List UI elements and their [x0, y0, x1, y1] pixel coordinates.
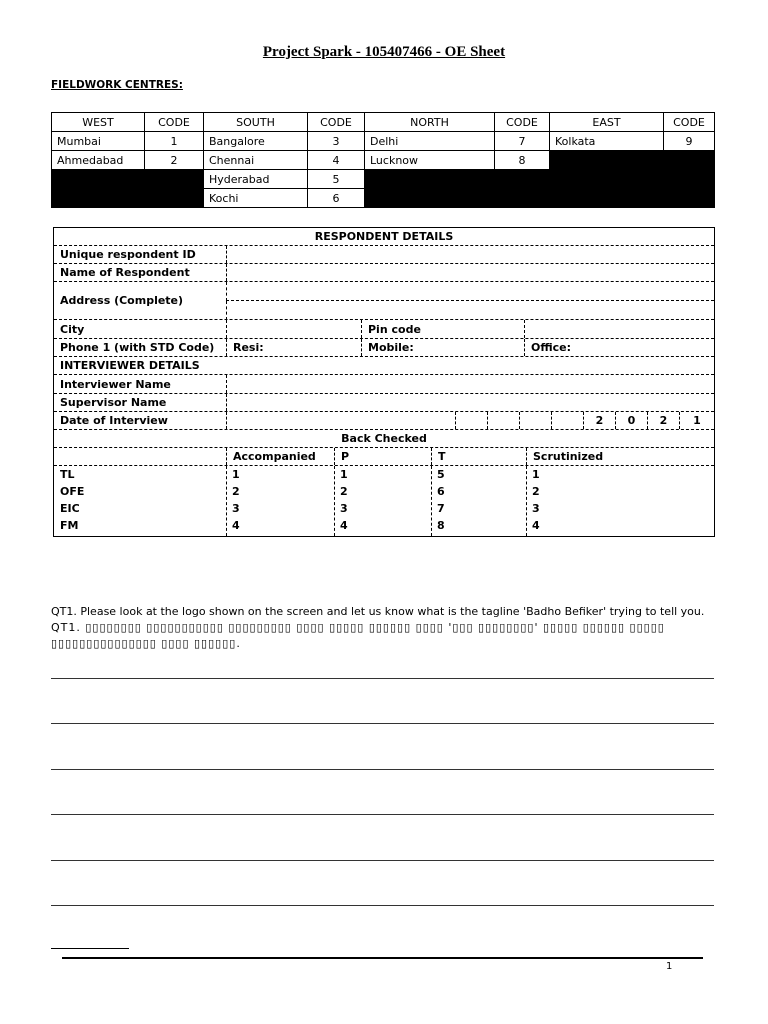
answer-line[interactable]: [51, 769, 714, 770]
accompanied-value: 3: [232, 502, 240, 515]
question-local-line1: [51, 621, 665, 634]
table-cell: Mumbai: [52, 132, 145, 151]
form-row: [54, 412, 714, 430]
field-label: Address (Complete): [60, 294, 184, 307]
back-check-grid: [54, 466, 714, 536]
table-cell: Ahmedabad: [52, 151, 145, 170]
accompanied-value: 2: [232, 485, 240, 498]
resi-phone-field[interactable]: Resi:: [226, 339, 361, 356]
respondent-details-form: [53, 227, 715, 537]
answer-line-short[interactable]: [51, 948, 129, 949]
table-cell: 3: [308, 132, 365, 151]
form-row: [54, 246, 714, 264]
address-field-line1[interactable]: [226, 282, 714, 301]
table-header-row: [52, 113, 715, 132]
table-cell: Chennai: [204, 151, 308, 170]
field-label: Pin code: [361, 320, 524, 338]
blacked-out-cell: [550, 151, 715, 208]
date-box[interactable]: [226, 412, 455, 429]
column-header-scrutinized: Scrutinized: [526, 448, 714, 465]
fieldwork-centres-table: [51, 112, 715, 208]
respondent-details-heading-row: [54, 228, 714, 246]
section-heading: Back Checked: [341, 432, 427, 445]
page-number: 1: [666, 961, 673, 972]
table-cell: 9: [664, 132, 715, 151]
question-local-text: ▯▯▯▯▯▯▯▯ ▯▯▯▯▯▯▯▯▯▯▯ ▯▯▯▯▯▯▯▯▯ ▯▯▯▯ ▯▯▯▯▯ ▯▯▯▯▯▯ ▯▯▯▯ '▯▯▯ ▯▯▯▯▯▯▯▯' ▯▯▯▯▯ ▯▯▯▯▯▯ ▯▯▯▯▯: [85, 621, 665, 634]
column-header-t: T: [431, 448, 526, 465]
accompanied-value: 4: [232, 519, 240, 532]
table-cell: 7: [495, 132, 550, 151]
date-box[interactable]: [551, 412, 583, 429]
table-cell: 8: [495, 151, 550, 170]
header-south: SOUTH: [204, 113, 308, 132]
table-row: [52, 132, 715, 151]
scrutinized-value: 3: [532, 502, 540, 515]
section-heading: INTERVIEWER DETAILS: [60, 359, 200, 372]
header-west: WEST: [52, 113, 145, 132]
form-row: [54, 357, 714, 375]
header-north: NORTH: [365, 113, 495, 132]
row-label: FM: [60, 519, 79, 532]
field-label: Supervisor Name: [60, 396, 167, 409]
header-code: CODE: [664, 113, 715, 132]
form-row: [54, 448, 714, 466]
row-label: OFE: [60, 485, 85, 498]
row-label: EIC: [60, 502, 80, 515]
field-label: City: [60, 322, 85, 336]
respondent-name-field[interactable]: [226, 264, 714, 281]
table-cell: 2: [145, 151, 204, 170]
question-english: QT1. Please look at the logo shown on the screen and let us know what is the tagline 'Badho Befiker' trying to tell you.: [51, 605, 705, 618]
table-row: [52, 151, 715, 170]
p-value: 4: [340, 519, 348, 532]
blacked-out-cell: [52, 170, 204, 208]
section-heading: RESPONDENT DETAILS: [314, 230, 454, 243]
table-cell: 1: [145, 132, 204, 151]
scrutinized-value: 1: [532, 468, 540, 481]
table-cell: 4: [308, 151, 365, 170]
supervisor-name-field[interactable]: [226, 394, 714, 411]
t-value: 5: [437, 468, 445, 481]
date-box[interactable]: [455, 412, 487, 429]
office-phone-field[interactable]: Office:: [524, 339, 714, 356]
scrutinized-value: 2: [532, 485, 540, 498]
field-label: Name of Respondent: [60, 266, 190, 279]
table-cell: 6: [308, 189, 365, 208]
interviewer-name-field[interactable]: [226, 375, 714, 393]
fieldwork-centres-label: FIELDWORK CENTRES:: [51, 79, 183, 91]
form-row: [54, 264, 714, 282]
date-box[interactable]: [519, 412, 551, 429]
header-code: CODE: [495, 113, 550, 132]
question-local-line2: ▯▯▯▯▯▯▯▯▯▯▯▯▯▯▯ ▯▯▯▯ ▯▯▯▯▯▯.: [51, 637, 241, 650]
answer-line[interactable]: [51, 723, 714, 724]
form-row: [54, 339, 714, 357]
p-value: 3: [340, 502, 348, 515]
field-label: Interviewer Name: [60, 377, 171, 391]
table-cell: Lucknow: [365, 151, 495, 170]
p-value: 2: [340, 485, 348, 498]
mobile-phone-field[interactable]: Mobile:: [361, 339, 524, 356]
unique-id-field[interactable]: [226, 246, 714, 263]
accompanied-value: 1: [232, 468, 240, 481]
answer-line[interactable]: [51, 860, 714, 861]
table-cell: Hyderabad: [204, 170, 308, 189]
table-cell: 5: [308, 170, 365, 189]
form-row: [54, 320, 714, 339]
t-value: 7: [437, 502, 445, 515]
page-title: Project Spark - 105407466 - OE Sheet: [262, 44, 506, 60]
answer-line[interactable]: [51, 905, 714, 906]
header-code: CODE: [308, 113, 365, 132]
address-field-line2[interactable]: [226, 301, 714, 320]
pin-code-field[interactable]: [524, 320, 714, 338]
blank-cell: [54, 448, 226, 465]
answer-line[interactable]: [51, 678, 714, 679]
header-code: CODE: [145, 113, 204, 132]
footer-rule: [62, 957, 703, 959]
question-number: QT1.: [51, 621, 81, 634]
scrutinized-value: 4: [532, 519, 540, 532]
table-cell: Bangalore: [204, 132, 308, 151]
column-header-accompanied: Accompanied: [226, 448, 334, 465]
row-label: TL: [60, 468, 75, 481]
form-row: [54, 282, 714, 320]
city-field[interactable]: [226, 320, 361, 338]
field-label: Phone 1 (with STD Code): [60, 341, 215, 354]
date-digit: 2: [583, 412, 615, 429]
field-label: Unique respondent ID: [60, 248, 196, 261]
blacked-out-cell: [365, 170, 550, 208]
column-header-p: P: [334, 448, 431, 465]
table-cell: Kochi: [204, 189, 308, 208]
date-box[interactable]: [487, 412, 519, 429]
date-digit: 0: [615, 412, 647, 429]
table-cell: Kolkata: [550, 132, 664, 151]
field-label: Date of Interview: [60, 414, 168, 427]
p-value: 1: [340, 468, 348, 481]
form-row: [54, 430, 714, 448]
t-value: 6: [437, 485, 445, 498]
header-east: EAST: [550, 113, 664, 132]
form-row: [54, 394, 714, 412]
answer-line[interactable]: [51, 814, 714, 815]
t-value: 8: [437, 519, 445, 532]
date-digit: 1: [679, 412, 714, 429]
date-digit: 2: [647, 412, 679, 429]
form-row: [54, 375, 714, 394]
table-cell: Delhi: [365, 132, 495, 151]
